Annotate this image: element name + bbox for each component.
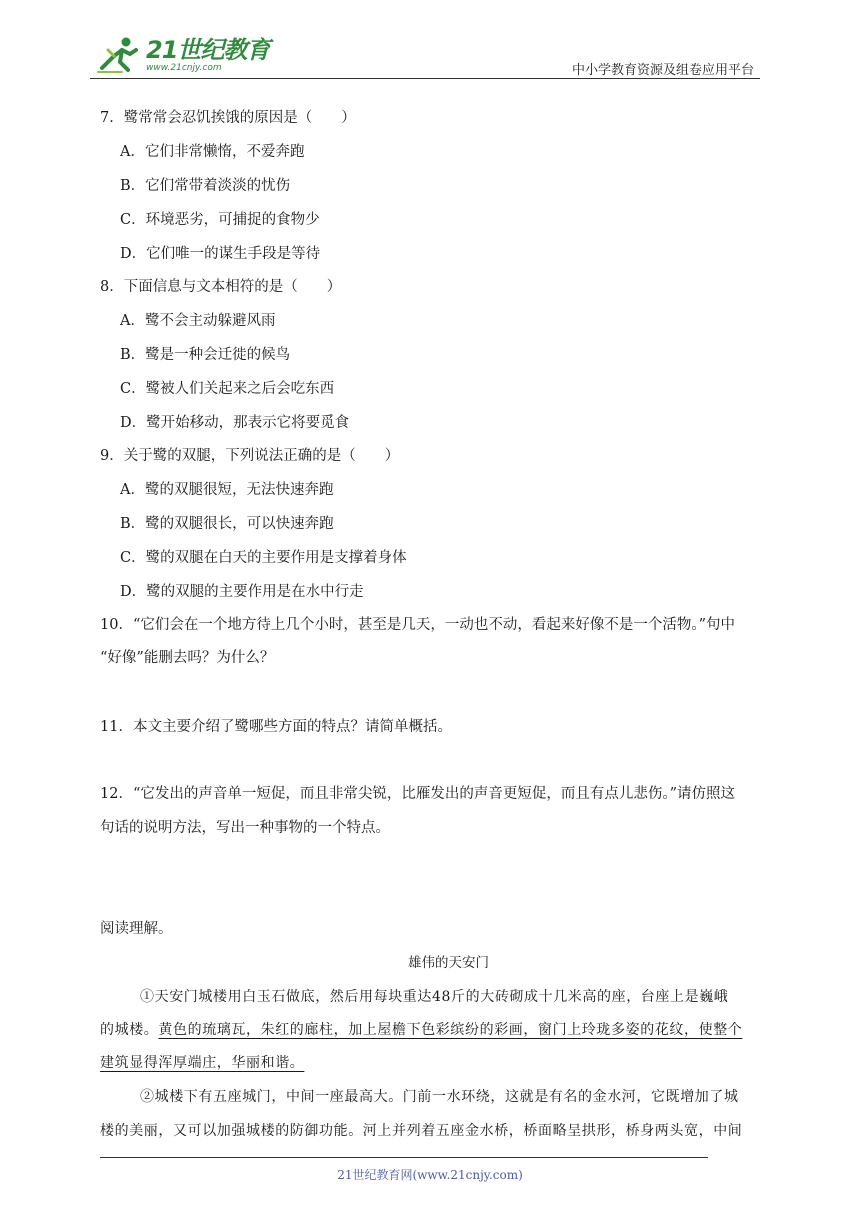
header-divider <box>90 78 760 79</box>
paragraph-1-line-1: ①天安门城楼用白玉石做底，然后用每块重达48斤的大砖砌成十几米高的座，台座上是巍峨 <box>140 989 729 1005</box>
logo-main-text: 21世纪教育 <box>146 35 270 64</box>
paragraph-2-line-2: 楼的美丽，又可以加强城楼的防御功能。河上并列着五座金水桥，桥面略呈拱形，桥身两头宽，中间 <box>100 1123 743 1139</box>
underlined-sentence-part-1: 黄色的琉璃瓦，朱红的廊柱，加上屋檐下色彩缤纷的彩画，窗门上玲珑多姿的花纹，使整个 <box>158 1022 743 1038</box>
question-8-option-a: A．鹭不会主动躲避风雨 <box>120 313 276 329</box>
question-9-option-b: B．鹭的双腿很长，可以快速奔跑 <box>120 516 334 532</box>
question-7-option-d: D．它们唯一的谋生手段是等待 <box>120 246 321 262</box>
runner-logo-icon <box>96 36 142 74</box>
paragraph-1-line-2 <box>100 1019 742 1039</box>
question-7-stem: 7．鹭常常会忍饥挨饿的原因是（ ） <box>100 110 356 126</box>
footer-link[interactable]: 21世纪教育网(www.21cnjy.com) <box>337 1168 523 1182</box>
question-8-option-b: B．鹭是一种会迁徙的候鸟 <box>120 347 291 363</box>
question-8-option-d: D．鹭开始移动，那表示它将要觅食 <box>120 415 350 431</box>
question-12-line-2: 句话的说明方法，写出一种事物的一个特点。 <box>100 820 390 836</box>
question-9-option-a: A．鹭的双腿很短，无法快速奔跑 <box>120 482 334 498</box>
footer-divider <box>100 1157 708 1158</box>
page-header <box>96 32 760 80</box>
reading-heading: 阅读理解。 <box>100 921 173 937</box>
question-11: 11．本文主要介绍了鹭哪些方面的特点？请简单概括。 <box>100 719 452 735</box>
question-9-option-d: D．鹭的双腿的主要作用是在水中行走 <box>120 584 364 600</box>
paragraph-1-text: 的城楼。 <box>100 1022 159 1038</box>
question-10-line-2: “好像”能删去吗？为什么？ <box>100 650 275 666</box>
logo-sub-text: www.21cnjy.com <box>146 62 222 73</box>
question-7-option-a: A．它们非常懒惰，不爱奔跑 <box>120 144 305 160</box>
question-10-line-1: 10．“它们会在一个地方待上几个小时，甚至是几天，一动也不动，看起来好像不是一个活物。”句中 <box>100 617 736 633</box>
question-8-stem: 8．下面信息与文本相符的是（ ） <box>100 279 342 295</box>
platform-name: 中小学教育资源及组卷应用平台 <box>571 63 754 78</box>
question-7-option-c: C．环境恶劣，可捕捉的食物少 <box>120 212 320 228</box>
question-9-option-c: C．鹭的双腿在白天的主要作用是支撑着身体 <box>120 550 407 566</box>
passage-title: 雄伟的天安门 <box>408 955 489 971</box>
question-7-option-b: B．它们常带着淡淡的忧伤 <box>120 178 291 194</box>
paragraph-2-line-1: ②城楼下有五座城门，中间一座最高大。门前一水环绕，这就是有名的金水河，它既增加了城 <box>140 1089 739 1105</box>
site-logo[interactable] <box>96 36 269 74</box>
question-12-line-1: 12．“它发出的声音单一短促，而且非常尖锐，比雁发出的声音更短促，而且有点儿悲伤。”请仿照这 <box>100 786 736 802</box>
underlined-sentence-part-2: 建筑显得浑厚端庄，华丽和谐。 <box>100 1055 305 1071</box>
question-9-stem: 9．关于鹭的双腿，下列说法正确的是（ ） <box>100 448 400 464</box>
question-8-option-c: C．鹭被人们关起来之后会吃东西 <box>120 381 335 397</box>
